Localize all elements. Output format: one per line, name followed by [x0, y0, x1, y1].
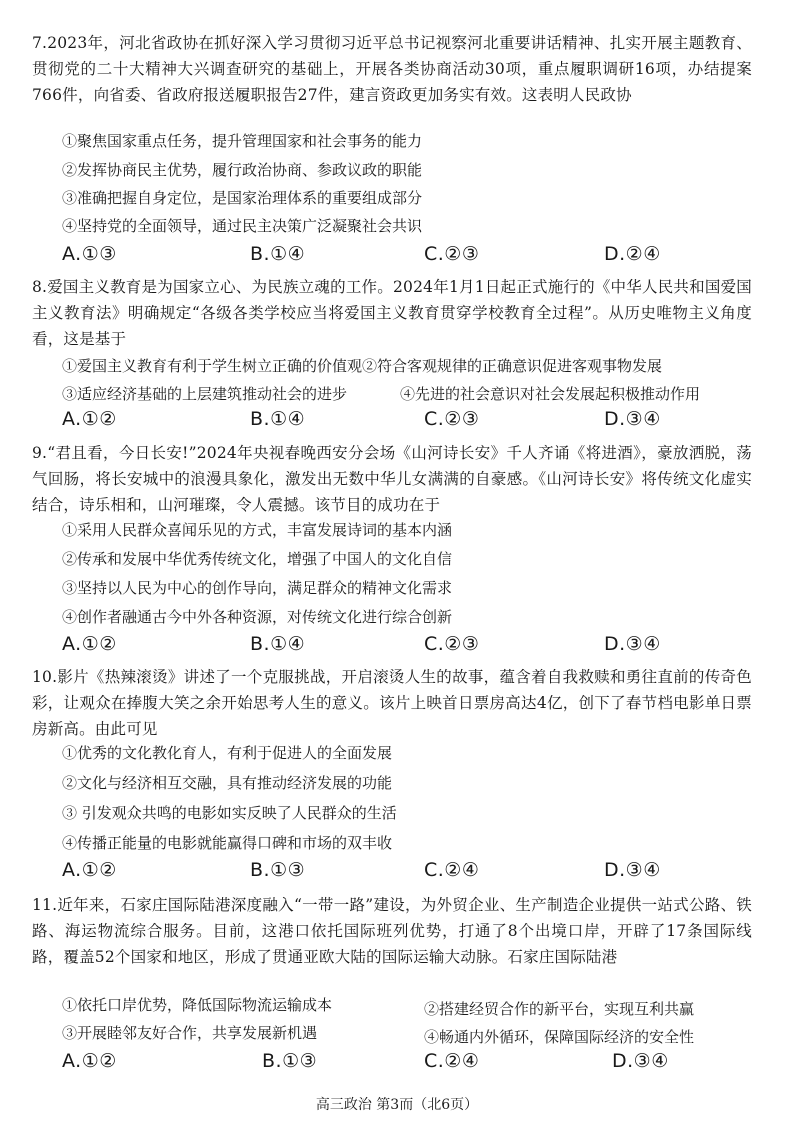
- question-10-option-3: ③ 引发观众共鸣的电影如实反映了人民群众的生活: [62, 804, 397, 822]
- question-7-option-1: ①聚焦国家重点任务，提升管理国家和社会事务的能力: [62, 132, 423, 150]
- question-10-answer-b: B.①③: [250, 859, 306, 881]
- question-9-option-1: ①采用人民群众喜闻乐见的方式，丰富发展诗词的基本内涵: [62, 521, 453, 539]
- question-10-answer-a: A.①②: [62, 859, 117, 881]
- question-7-option-4: ④坚持党的全面领导，通过民主决策广泛凝聚社会共识: [62, 217, 423, 235]
- question-10-stem: 10.影片《热辣滚烫》讲述了一个克服挑战，开启滚烫人生的故事，蕴含着自我救赎和勇往直前的传奇色彩，让观众在捧腹大笑之余开始思考人生的意义。该片上映首日票房高达4亿，创下了春节档电影单日票房新高。由此可见: [32, 668, 752, 738]
- question-8-answer-c: C.②③: [424, 408, 480, 430]
- question-8-answer-d: D.③④: [604, 408, 661, 430]
- question-9-option-4: ④创作者融通古今中外各种资源，对传统文化进行综合创新: [62, 608, 453, 626]
- question-9-option-3: ③坚持以人民为中心的创作导向，满足群众的精神文化需求: [62, 579, 453, 597]
- question-9-answer-a: A.①②: [62, 633, 117, 655]
- question-8-answer-a: A.①②: [62, 408, 117, 430]
- question-10-option-4: ④传播正能量的电影就能赢得口碑和市场的双丰收: [62, 834, 393, 852]
- question-11-option-1: ①依托口岸优势，降低国际物流运输成本: [62, 996, 333, 1014]
- question-7-answer-d: D.②④: [604, 243, 661, 265]
- question-11-option-3: ③开展睦邻友好合作，共享发展新机遇: [62, 1024, 318, 1042]
- question-11-option-2: ②搭建经贸合作的新平台，实现互利共赢: [424, 1000, 695, 1018]
- question-8-option-4: ④先进的社会意识对社会发展起积极推动作用: [400, 385, 701, 403]
- question-10-answer-c: C.②④: [424, 859, 480, 881]
- question-8-option-3: ③适应经济基础的上层建筑推动社会的进步: [62, 385, 348, 403]
- question-11-answer-c: C.②④: [424, 1050, 480, 1072]
- question-8-stem: 8.爱国主义教育是为国家立心、为民族立魂的工作。2024年1月1日起正式施行的《中华人民共和国爱国主义教育法》明确规定“各级各类学校应当将爱国主义教育贯穿学校教育全过程”。从历史唯物主义角度看，这是基于: [32, 278, 752, 348]
- question-7-option-3: ③准确把握自身定位，是国家治理体系的重要组成部分: [62, 189, 423, 207]
- question-10-option-1: ①优秀的文化教化育人，有利于促进人的全面发展: [62, 744, 393, 762]
- question-8-option-1: ①爱国主义教育有利于学生树立正确的价值观②符合客观规律的正确意识促进客观事物发展: [62, 357, 663, 375]
- question-10-answer-d: D.③④: [604, 859, 661, 881]
- question-7-answer-a: A.①③: [62, 243, 117, 265]
- question-9-answer-b: B.①④: [250, 633, 306, 655]
- question-11-answer-d: D.③④: [612, 1050, 669, 1072]
- question-9-answer-d: D.③④: [604, 633, 661, 655]
- question-7-option-2: ②发挥协商民主优势，履行政治协商、参政议政的职能: [62, 161, 423, 179]
- question-7-answer-b: B.①④: [250, 243, 306, 265]
- question-7-answer-c: C.②③: [424, 243, 480, 265]
- question-11-answer-a: A.①②: [62, 1050, 117, 1072]
- question-9-answer-c: C.②③: [424, 633, 480, 655]
- page-footer: 高三政治 第3而（北6页）: [315, 1097, 479, 1113]
- question-11-answer-b: B.①③: [262, 1050, 318, 1072]
- question-8-answer-b: B.①④: [250, 408, 306, 430]
- question-9-stem: 9.“君且看，今日长安!”2024年央视春晚西安分会场《山河诗长安》千人齐诵《将进酒》，豪放洒脱，荡气回肠，将长安城中的浪漫具象化，激发出无数中华儿女满满的自豪感。《山河诗长安》将传统文化虚实结合，诗乐相和，山河璀璨，令人震撼。该节目的成功在于: [32, 444, 752, 514]
- question-9-option-2: ②传承和发展中华优秀传统文化，增强了中国人的文化自信: [62, 550, 453, 568]
- question-11-option-4: ④畅通内外循环，保障国际经济的安全性: [424, 1028, 695, 1046]
- question-11-stem: 11.近年来，石家庄国际陆港深度融入“一带一路”建设，为外贸企业、生产制造企业提供一站式公路、铁路、海运物流综合服务。目前，这港口依托国际班列优势，打通了8个出境口岸，开辟了17条国际线路，覆盖52个国家和地区，形成了贯通亚欧大陆的国际运输大动脉。石家庄国际陆港: [32, 896, 752, 966]
- question-10-option-2: ②文化与经济相互交融，具有推动经济发展的功能: [62, 774, 393, 792]
- question-7-stem: 7.2023年，河北省政协在抓好深入学习贯彻习近平总书记视察河北重要讲话精神、扎实开展主题教育、贯彻党的二十大精神大兴调查研究的基础上，开展各类协商活动30项，重点履职调研16项，办结提案766件，向省委、省政府报送履职报告27件，建言资政更加务实有效。这表明人民政协: [32, 34, 752, 104]
